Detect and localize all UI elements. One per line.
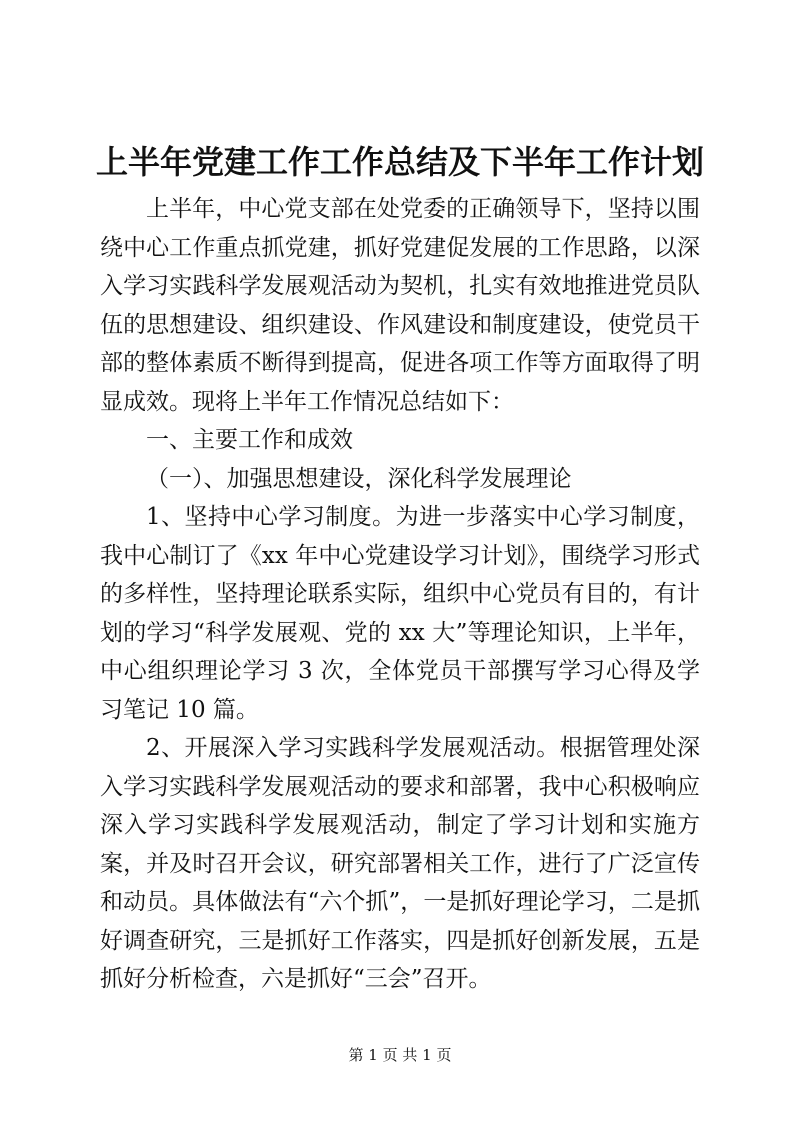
page-number-footer: 第 1 页 共 1 页 bbox=[348, 1046, 452, 1064]
paragraph-intro: 上半年，中心党支部在处党委的正确领导下，坚持以围绕中心工作重点抓党建，抓好党建促发展的工作思路，以深入学习实践科学发展观活动为契机，扎实有效地推进党员队伍的思想建设、组织建设、作风建设和制度建设，使党员干部的整体素质不断得到提高，促进各项工作等方面取得了明显成效。现将上半年工作情况总结如下： bbox=[100, 196, 700, 415]
paragraph-study-system: 1、坚持中心学习制度。为进一步落实中心学习制度，我中心制订了《xx 年中心党建设学习计划》，围绕学习形式的多样性，坚持理论联系实际，组织中心党员有目的，有计划的学习“科学发展观、党的 xx 大”等理论知识，上半年，中心组织理论学习 3 次，全体党员干部撰写学习心得及学习笔记 10 篇。 bbox=[100, 504, 700, 723]
subsection-heading-ideology: （一）、加强思想建设，深化科学发展理论 bbox=[146, 465, 572, 492]
document-title: 上半年党建工作工作总结及下半年工作计划 bbox=[96, 143, 705, 181]
paragraph-practice-activity: 2、开展深入学习实践科学发展观活动。根据管理处深入学习实践科学发展观活动的要求和部署，我中心积极响应深入学习实践科学发展观活动，制定了学习计划和实施方案，并及时召开会议，研究部署相关工作，进行了广泛宣传和动员。具体做法有“六个抓”，一是抓好理论学习，二是抓好调查研究，三是抓好工作落实，四是抓好创新发展，五是抓好分析检查，六是抓好“三会”召开。 bbox=[100, 735, 700, 992]
document-body bbox=[100, 190, 700, 999]
section-heading-main-work: 一、主要工作和成效 bbox=[146, 427, 353, 453]
